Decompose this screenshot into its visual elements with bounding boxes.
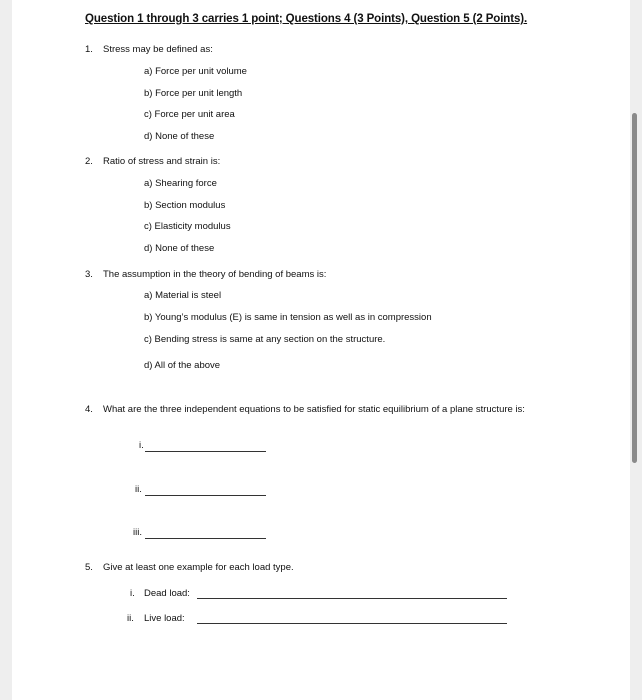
answer-blank-3-line[interactable] <box>145 538 266 539</box>
dead-load-label: Dead load: <box>144 588 190 599</box>
live-load-answer-line[interactable] <box>197 623 507 624</box>
question-2-option-a: a) Shearing force <box>144 178 217 189</box>
question-1-option-d: d) None of these <box>144 131 215 142</box>
answer-blank-1-label: i. <box>139 440 144 451</box>
dead-load-number: i. <box>130 588 135 599</box>
answer-blank-2-label: ii. <box>135 484 142 495</box>
question-5-number: 5. <box>85 562 93 573</box>
answer-blank-3-label: iii. <box>133 527 142 538</box>
question-3-option-d: d) All of the above <box>144 360 221 371</box>
question-1-number: 1. <box>85 44 93 55</box>
question-3-option-b: b) Young’s modulus (E) is same in tension as well as in compression <box>144 312 432 323</box>
page-header: Question 1 through 3 carries 1 point; Questions 4 (3 Points), Question 5 (2 Points). <box>85 13 528 25</box>
answer-blank-2-line[interactable] <box>145 495 266 496</box>
live-load-number: ii. <box>127 613 134 624</box>
dead-load-answer-line[interactable] <box>197 598 507 599</box>
vertical-scrollbar[interactable] <box>632 113 637 463</box>
question-1-option-b: b) Force per unit length <box>144 88 243 99</box>
question-3-number: 3. <box>85 269 93 280</box>
question-1-option-a: a) Force per unit volume <box>144 66 247 77</box>
question-1-option-c: c) Force per unit area <box>144 109 235 120</box>
question-2-option-b: b) Section modulus <box>144 200 226 211</box>
question-2-option-d: d) None of these <box>144 243 215 254</box>
question-2-number: 2. <box>85 156 93 167</box>
question-3-option-a: a) Material is steel <box>144 290 222 301</box>
live-load-label: Live load: <box>144 613 185 624</box>
answer-blank-1-line[interactable] <box>145 451 266 452</box>
question-3-option-c: c) Bending stress is same at any section on the structure. <box>144 334 386 345</box>
question-2-text: Ratio of stress and strain is: <box>103 156 221 167</box>
question-1-text: Stress may be defined as: <box>103 44 213 55</box>
question-4-number: 4. <box>85 404 93 415</box>
document-page <box>12 0 630 700</box>
question-5-text: Give at least one example for each load type. <box>103 562 294 573</box>
question-4-text: What are the three independent equations to be satisfied for static equilibrium of a plane structure is: <box>103 404 525 415</box>
question-3-text: The assumption in the theory of bending of beams is: <box>103 269 327 280</box>
question-2-option-c: c) Elasticity modulus <box>144 221 231 232</box>
